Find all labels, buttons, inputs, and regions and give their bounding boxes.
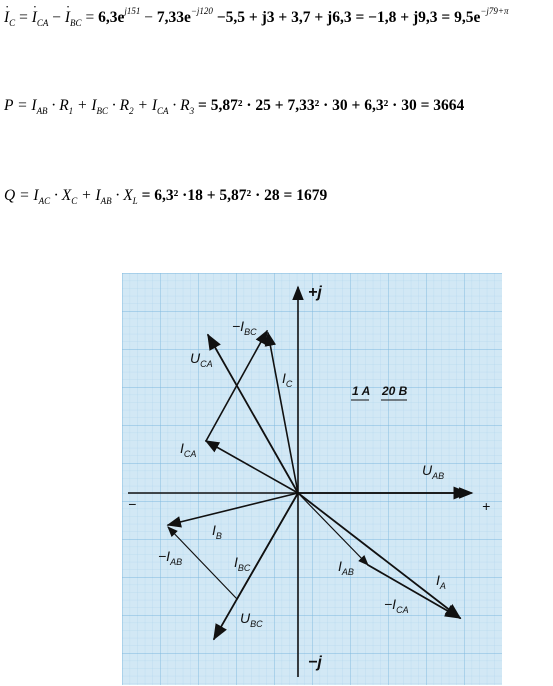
label-neg-ibc: $-I_{BC}$: [232, 318, 257, 337]
label-neg-iab: $-I_{AB}$: [158, 548, 183, 567]
scale-voltage: 20 B: [382, 384, 408, 398]
label-ibc: $I_{BC}$: [234, 554, 251, 573]
axis-label-pos-imag: +j: [308, 284, 322, 301]
label-ubc: $U_{BC}$: [240, 610, 263, 629]
equation-ic: $I \cdot_C = I \cdot_{CA} - I \cdot_{BC} = 6,3e^{j151} - 7,33e^{-j120} -5,5 + j3 + 3,7 + j6,3 = -1,8 + j9,3 = 9,5e^{-j79+\pi}$: [4, 6, 509, 28]
scale-current: 1 A: [352, 384, 371, 398]
label-ia: $I_A$: [436, 572, 446, 591]
label-ica: $I_{CA}$: [180, 440, 197, 459]
phasor-diagram: [122, 273, 502, 685]
axis-label-pos-real: +: [482, 498, 491, 514]
label-ib: $I_B$: [212, 522, 222, 541]
equation-q: $Q = I_{AC} \cdot X_C + I_{AB} \cdot X_L = 6,3^2 \cdot 18 + 5,87^2 \cdot 28 = 1679$: [4, 187, 328, 206]
label-neg-ica: $-I_{CA}$: [384, 596, 409, 615]
equation-p: $P = I_{AB} \cdot R_1 + I_{BC} \cdot R_2 + I_{CA} \cdot R_3 = 5,87^2 \cdot 25 + 7,33^2 \cdot 30 + 6,3^2 \cdot 30 = 3664$: [4, 97, 465, 116]
label-ic: $I_C$: [282, 370, 293, 389]
label-iab: $I_{AB}$: [338, 558, 354, 577]
grid-lines: [122, 273, 502, 685]
label-uab: $U_{AB}$: [422, 462, 445, 481]
label-uca: $U_{CA}$: [190, 350, 213, 369]
axis-label-neg-imag: −j: [308, 654, 322, 671]
axis-label-neg-real: −: [128, 496, 137, 512]
